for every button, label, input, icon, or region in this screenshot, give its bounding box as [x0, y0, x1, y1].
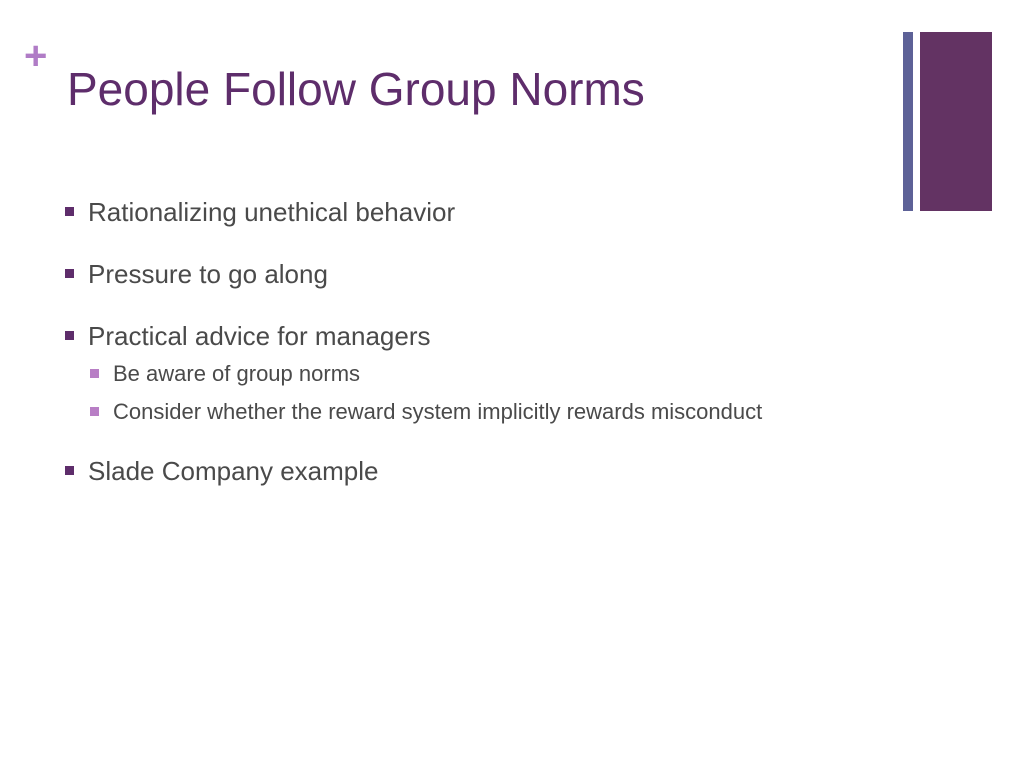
- bullet-item: [62, 256, 762, 292]
- plus-decoration-icon: +: [24, 34, 48, 78]
- square-bullet-icon: [65, 207, 74, 216]
- square-subbullet-icon: [90, 369, 99, 378]
- square-subbullet-icon: [90, 407, 99, 416]
- bullet-item: [62, 453, 762, 489]
- subbullet-text: Consider whether the reward system implicitly rewards misconduct: [113, 399, 763, 424]
- bullet-text: Practical advice for managers: [88, 321, 431, 351]
- bullet-list: [62, 194, 762, 515]
- subbullet-list: [88, 358, 762, 427]
- slide-title: People Follow Group Norms: [67, 63, 645, 115]
- bullet-text: Rationalizing unethical behavior: [88, 197, 456, 227]
- bullet-text: Pressure to go along: [88, 259, 328, 289]
- accent-bar-thick: [920, 32, 992, 211]
- bullet-item: [62, 194, 762, 230]
- bullet-item: [62, 318, 762, 427]
- square-bullet-icon: [65, 269, 74, 278]
- square-bullet-icon: [65, 331, 74, 340]
- accent-bar-thin: [903, 32, 913, 211]
- subbullet-item: [88, 396, 762, 427]
- subbullet-item: [88, 358, 762, 389]
- bullet-text: Slade Company example: [88, 456, 379, 486]
- subbullet-text: Be aware of group norms: [113, 361, 361, 386]
- square-bullet-icon: [65, 466, 74, 475]
